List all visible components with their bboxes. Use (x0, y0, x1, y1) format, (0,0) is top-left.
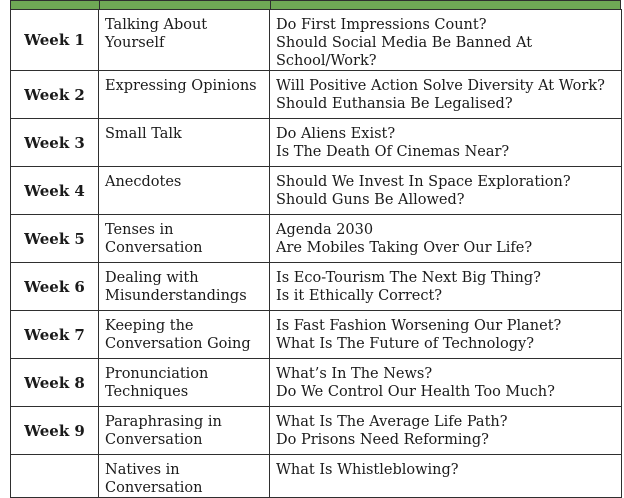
skill-cell: Small Talk (99, 119, 270, 167)
skill-cell: Natives in Conversation (99, 455, 270, 498)
topic-one: Should We Invest In Space Exploration? (276, 174, 571, 190)
week-label: Week 8 (11, 359, 99, 407)
week-label: Week 2 (11, 71, 99, 119)
table-row (11, 215, 622, 263)
skill-cell: Tenses in Conversation (99, 215, 270, 263)
topic-two: Should Social Media Be Banned At School/Work? (276, 35, 533, 69)
header-divider (270, 1, 271, 9)
table-row (11, 167, 622, 215)
topics-cell (270, 311, 622, 359)
skill-cell: Dealing with Misunderstandings (99, 263, 270, 311)
skill-cell: Pronunciation Techniques (99, 359, 270, 407)
week-label: Week 6 (11, 263, 99, 311)
topics-cell (270, 119, 622, 167)
table-row (11, 455, 622, 498)
weekly-schedule-table (10, 9, 622, 498)
skill-cell: Expressing Opinions (99, 71, 270, 119)
header-divider (99, 1, 100, 9)
topics-cell (270, 407, 622, 455)
table-row (11, 407, 622, 455)
table-row (11, 311, 622, 359)
topic-one: What Is Whistleblowing? (276, 462, 459, 478)
table-row (11, 119, 622, 167)
topic-two: Are Mobiles Taking Over Our Life? (276, 240, 533, 256)
table-row (11, 71, 622, 119)
topic-two: Do Prisons Need Reforming? (276, 432, 489, 448)
topic-two: Should Guns Be Allowed? (276, 192, 465, 208)
topics-cell (270, 71, 622, 119)
topic-one: Do Aliens Exist? (276, 126, 396, 142)
topics-cell (270, 263, 622, 311)
week-label: Week 3 (11, 119, 99, 167)
topics-cell (270, 359, 622, 407)
topic-two: Is it Ethically Correct? (276, 288, 443, 304)
skill-cell: Anecdotes (99, 167, 270, 215)
week-label (11, 455, 99, 498)
topic-one: What Is The Average Life Path? (276, 414, 508, 430)
week-label: Week 1 (11, 10, 99, 71)
table-row (11, 10, 622, 71)
week-label: Week 7 (11, 311, 99, 359)
topic-one: Do First Impressions Count? (276, 17, 487, 33)
topic-two: Should Euthansia Be Legalised? (276, 96, 513, 112)
skill-cell: Keeping the Conversation Going (99, 311, 270, 359)
week-label: Week 5 (11, 215, 99, 263)
topics-cell (270, 215, 622, 263)
week-label: Week 9 (11, 407, 99, 455)
topic-two: Is The Death Of Cinemas Near? (276, 144, 510, 160)
topic-two: Do We Control Our Health Too Much? (276, 384, 555, 400)
topic-one: Is Fast Fashion Worsening Our Planet? (276, 318, 562, 334)
topic-one: Agenda 2030 (276, 222, 374, 238)
topic-one: Will Positive Action Solve Diversity At Work? (276, 78, 605, 94)
skill-cell: Paraphrasing in Conversation (99, 407, 270, 455)
skill-cell: Talking About Yourself (99, 10, 270, 71)
topics-cell (270, 167, 622, 215)
week-label: Week 4 (11, 167, 99, 215)
topic-one: Is Eco-Tourism The Next Big Thing? (276, 270, 541, 286)
topic-two: What Is The Future of Technology? (276, 336, 534, 352)
topic-one: What’s In The News? (276, 366, 433, 382)
table-row (11, 359, 622, 407)
topics-cell (270, 10, 622, 71)
table-row (11, 263, 622, 311)
topics-cell (270, 455, 622, 498)
